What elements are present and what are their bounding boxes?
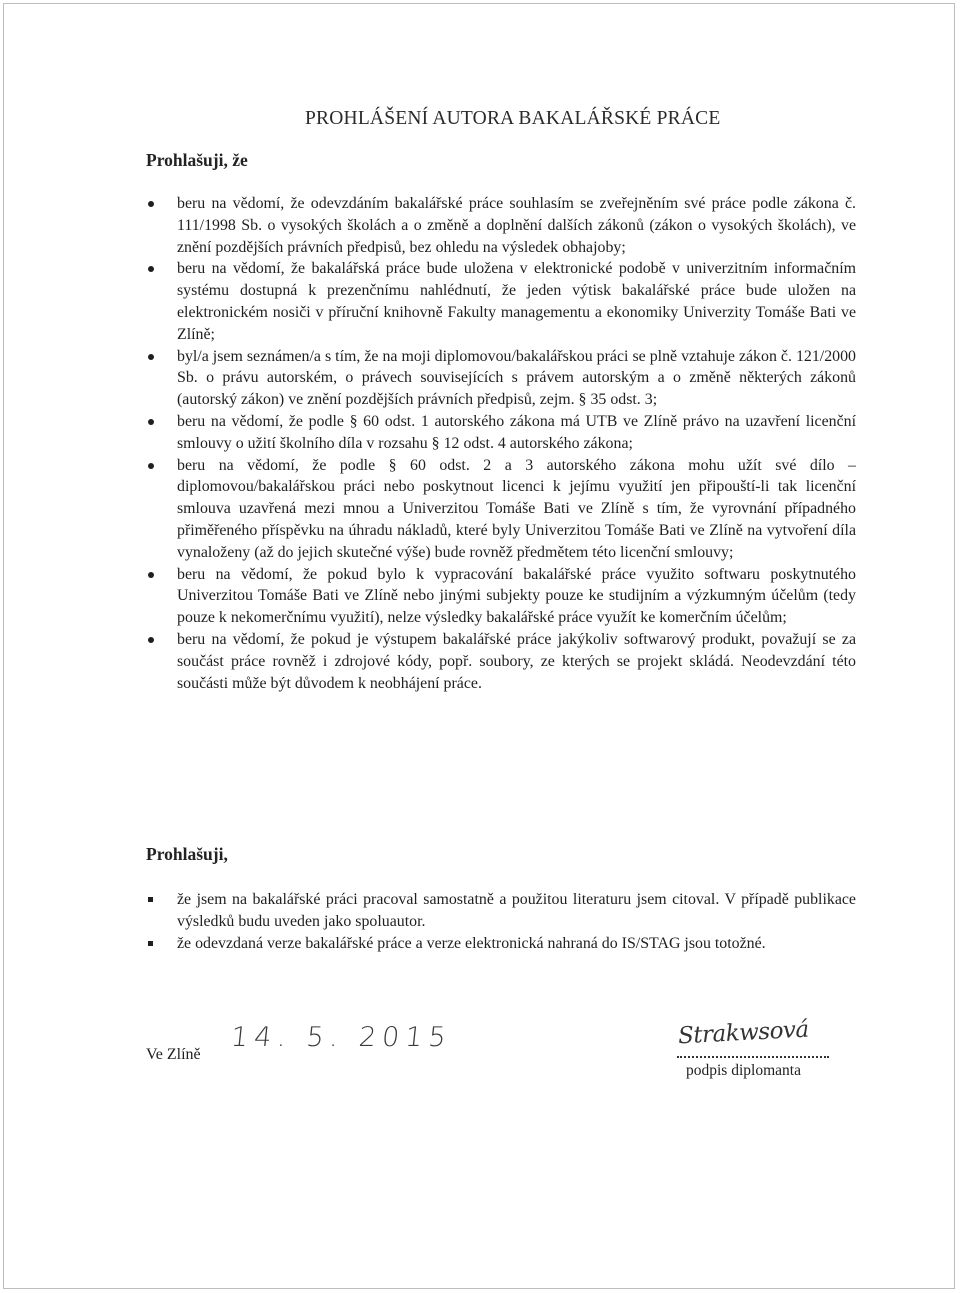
list-item: beru na vědomí, že pokud bylo k vypracování bakalářské práce využito softwaru poskytnutého Univerzitou Tomáše Bati ve Zlíně nebo jinými subjekty pouze ke studijním a výzkumným účelům (tedy pouze k nekomerčnímu využití), nelze výsledky bakalářské práce využít ke komerčním účelům;	[146, 564, 856, 629]
list-item: byl/a jsem seznámen/a s tím, že na moji diplomovou/bakalářskou práci se plně vztahuje zákon č. 121/2000 Sb. o právu autorském, o právech souvisejících s právem autorským a o změně některých zákonů (autorský zákon) ve znění pozdějších právních předpisů, zejm. § 35 odst. 3;	[146, 346, 856, 411]
signature-label: podpis diplomanta	[686, 1062, 801, 1079]
list-item: že odevzdaná verze bakalářské práce a verze elektronická nahraná do IS/STAG jsou totožné.	[146, 933, 856, 955]
list-item: beru na vědomí, že podle § 60 odst. 1 autorského zákona má UTB ve Zlíně právo na uzavření licenční smlouvy o užití školního díla v rozsahu § 12 odst. 4 autorského zákona;	[146, 411, 856, 455]
list-item: beru na vědomí, že pokud je výstupem bakalářské práce jakýkoliv softwarový produkt, považují se za součást práce rovněž i zdrojové kódy, popř. soubory, ze kterých se projekt skládá. Neodevzdání této součásti může být důvodem k neobhájení práce.	[146, 629, 856, 694]
list-item: beru na vědomí, že odevzdáním bakalářské práce souhlasím se zveřejněním své práce podle zákona č. 111/1998 Sb. o vysokých školách a o změně a doplnění dalších zákonů (zákon o vysokých školách), ve znění pozdějších právních předpisů, bez ohledu na výsledek obhajoby;	[146, 193, 856, 258]
declaration-heading-1: Prohlašuji, že	[146, 150, 248, 170]
document-title: PROHLÁŠENÍ AUTORA BAKALÁŘSKÉ PRÁCE	[305, 108, 721, 129]
declaration-heading-2: Prohlašuji,	[146, 844, 228, 864]
place-label: Ve Zlíně	[146, 1046, 201, 1063]
declaration-list-2	[146, 889, 856, 954]
list-item: beru na vědomí, že podle § 60 odst. 2 a 3 autorského zákona mohu užít své dílo – diplomovou/bakalářskou práci nebo poskytnout licenci k jejímu využití jen připouští-li tak licenční smlouva uzavřená mezi mnou a Univerzitou Tomáše Bati ve Zlíně s tím, že vyrovnání případného přiměřeného příspěvku na úhradu nákladů, které byly Univerzitou Tomáše Bati ve Zlíně na vytvoření díla vynaloženy (až do jejich skutečné výše) bude rovněž předmětem této licenční smlouvy;	[146, 455, 856, 564]
list-item: že jsem na bakalářské práci pracoval samostatně a použitou literaturu jsem citoval. V případě publikace výsledků budu uveden jako spoluautor.	[146, 889, 856, 933]
handwritten-date: 14. 5. 2015	[229, 1022, 454, 1053]
list-item: beru na vědomí, že bakalářská práce bude uložena v elektronické podobě v univerzitním informačním systému dostupná k prezenčnímu nahlédnutí, že jeden výtisk bakalářské práce bude uložen na elektronickém nosiči v příruční knihovně Fakulty managementu a ekonomiky Univerzity Tomáše Bati ve Zlíně;	[146, 258, 856, 345]
signature-line	[677, 1046, 829, 1058]
handwritten-signature: Strakwsová	[677, 1016, 810, 1050]
declaration-list-1	[146, 193, 856, 694]
